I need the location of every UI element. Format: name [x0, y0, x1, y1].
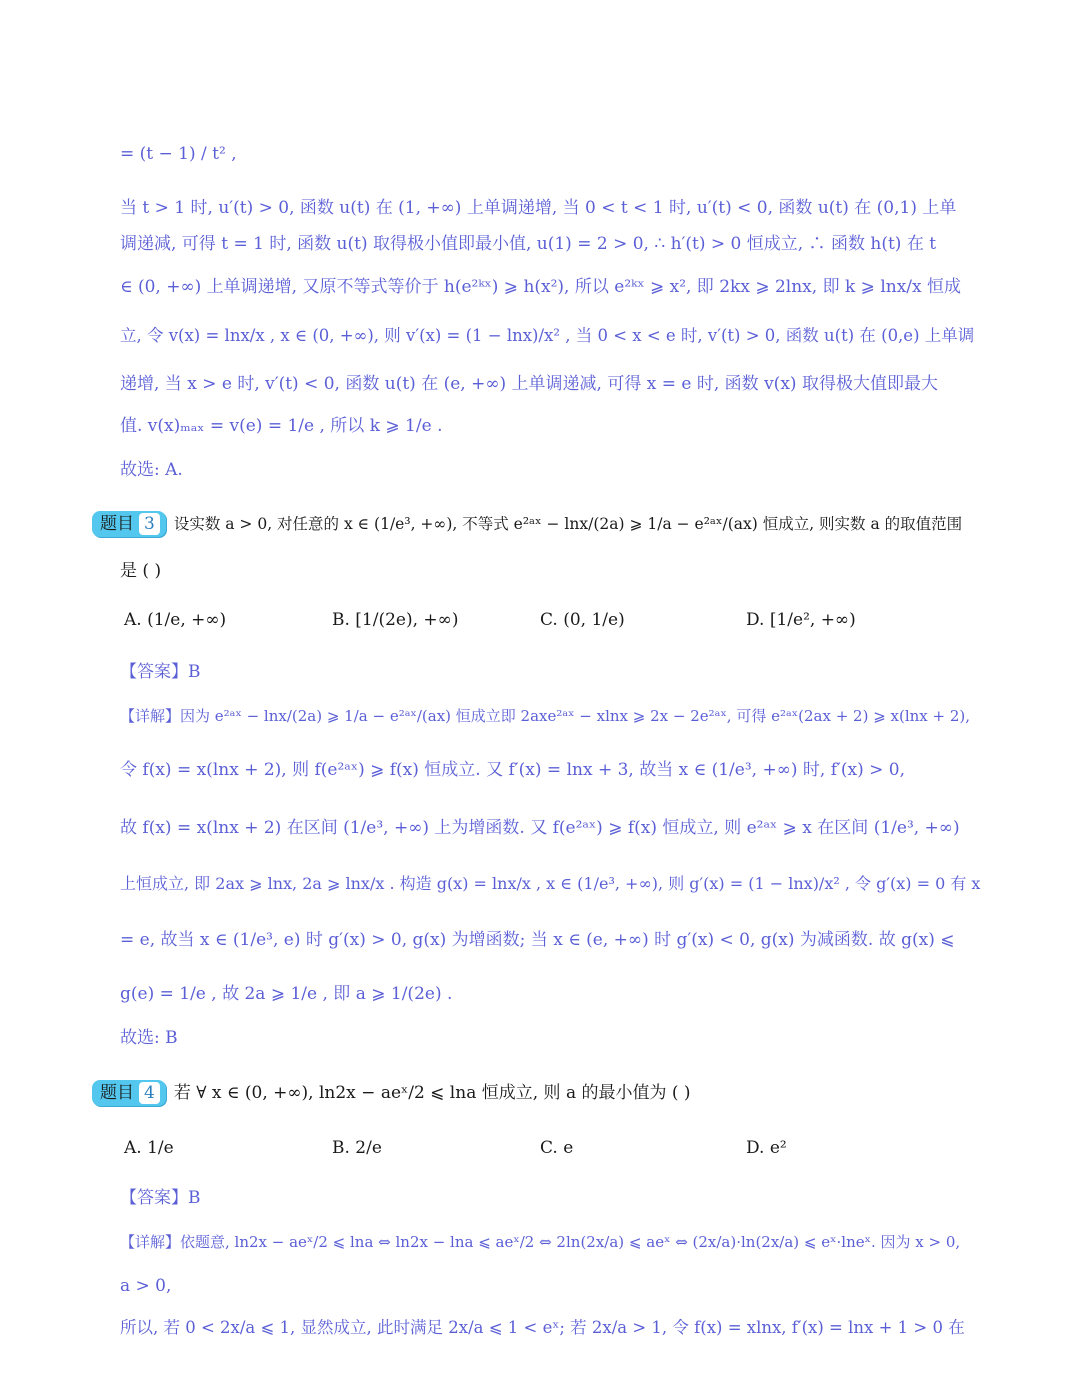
- question-3-stem-cont: 是 ( ): [120, 561, 162, 581]
- question-tag: 题目 4: [92, 1080, 166, 1106]
- option-c: C. e: [540, 1138, 574, 1158]
- detail-line: 上恒成立, 即 2ax ⩾ lnx, 2a ⩾ lnx/x . 构造 g(x) = lnx/x , x ∈ (1/e³, +∞), 则 g′(x) = (1 − lnx)/x² , 令 g′(x) = 0 有 x: [120, 874, 981, 893]
- option-a: A. (1/e, +∞): [124, 610, 227, 630]
- solution-line: 立, 令 v(x) = lnx/x , x ∈ (0, +∞), 则 v′(x) = (1 − lnx)/x² , 当 0 < x < e 时, v′(t) > 0, 函数 u(t) 在 (0,e) 上单调: [120, 326, 975, 345]
- final-choice: 故选: B: [120, 1028, 178, 1048]
- question-tag: 题目 3: [92, 511, 166, 537]
- option-d: D. [1/e², +∞): [746, 610, 856, 630]
- detail-line: a > 0,: [120, 1276, 172, 1296]
- solution-line: 值. v(x)ₘₐₓ = v(e) = 1/e , 所以 k ⩾ 1/e .: [120, 416, 443, 436]
- detail-line: 【详解】因为 e²ᵃˣ − lnx/(2a) ⩾ 1/a − e²ᵃˣ/(ax) 恒成立即 2axe²ᵃˣ − xlnx ⩾ 2x − 2e²ᵃˣ, 可得 e²ᵃˣ(2ax + 2) ⩾ x(lnx + 2),: [120, 707, 971, 725]
- final-choice: 故选: A.: [120, 460, 183, 480]
- option-a: A. 1/e: [124, 1138, 174, 1158]
- question-4-options: [124, 1136, 980, 1160]
- question-text: 若 ∀ x ∈ (0, +∞), ln2x − aeˣ/2 ⩽ lna 恒成立, 则 a 的最小值为 ( ): [173, 1083, 691, 1103]
- question-3-options: [124, 608, 980, 632]
- question-text: 设实数 a > 0, 对任意的 x ∈ (1/e³, +∞), 不等式 e²ᵃˣ − lnx/(2a) ⩾ 1/a − e²ᵃˣ/(ax) 恒成立, 则实数 a 的取值范围: [173, 515, 963, 533]
- question-4-stem: [92, 1080, 980, 1106]
- detail-line: 令 f(x) = x(lnx + 2), 则 f(e²ᵃˣ) ⩾ f(x) 恒成立. 又 f′(x) = lnx + 3, 故当 x ∈ (1/e³, +∞) 时, f′(x) > 0,: [120, 760, 905, 780]
- detail-line: = e, 故当 x ∈ (1/e³, e) 时 g′(x) > 0, g(x) 为增函数; 当 x ∈ (e, +∞) 时 g′(x) < 0, g(x) 为减函数. 故 g(x) ⩽: [120, 930, 955, 950]
- detail-line: 【详解】依题意, ln2x − aeˣ/2 ⩽ lna ⇔ ln2x − lna ⩽ aeˣ/2 ⇔ 2ln(2x/a) ⩽ aeˣ ⇔ (2x/a)·ln(2x/a) ⩽ eˣ·lneˣ. 因为 x > 0,: [120, 1233, 961, 1251]
- solution-line: 调递减, 可得 t = 1 时, 函数 u(t) 取得极小值即最小值, u(1) = 2 > 0, ∴ h′(t) > 0 恒成立, ∴ 函数 h(t) 在 t: [120, 234, 937, 254]
- solution-line: = (t − 1) / t² ,: [120, 144, 237, 164]
- solution-line: ∈ (0, +∞) 上单调递增, 又原不等式等价于 h(e²ᵏˣ) ⩾ h(x²), 所以 e²ᵏˣ ⩾ x², 即 2kx ⩾ 2lnx, 即 k ⩾ lnx/x 恒成: [120, 277, 962, 297]
- option-c: C. (0, 1/e): [540, 610, 625, 630]
- detail-line: 所以, 若 0 < 2x/a ⩽ 1, 显然成立, 此时满足 2x/a ⩽ 1 < eˣ; 若 2x/a > 1, 令 f(x) = xlnx, f′(x) = lnx + 1 > 0 在: [120, 1318, 965, 1337]
- detail-line: 故 f(x) = x(lnx + 2) 在区间 (1/e³, +∞) 上为增函数. 又 f(e²ᵃˣ) ⩾ f(x) 恒成立, 则 e²ᵃˣ ⩾ x 在区间 (1/e³, +∞): [120, 818, 960, 838]
- solution-line: 递增, 当 x > e 时, v′(t) < 0, 函数 u(t) 在 (e, +∞) 上单调递减, 可得 x = e 时, 函数 v(x) 取得极大值即最大: [120, 374, 938, 394]
- detail-line: g(e) = 1/e , 故 2a ⩾ 1/e , 即 a ⩾ 1/(2e) .: [120, 984, 453, 1004]
- answer-label: 【答案】B: [120, 662, 201, 682]
- question-3-stem: [92, 511, 980, 537]
- answer-label: 【答案】B: [120, 1188, 201, 1208]
- option-d: D. e²: [746, 1138, 787, 1158]
- option-b: B. 2/e: [332, 1138, 382, 1158]
- option-b: B. [1/(2e), +∞): [332, 610, 459, 630]
- solution-line: 当 t > 1 时, u′(t) > 0, 函数 u(t) 在 (1, +∞) 上单调递增, 当 0 < t < 1 时, u′(t) < 0, 函数 u(t) 在 (0,1) 上单: [120, 198, 957, 218]
